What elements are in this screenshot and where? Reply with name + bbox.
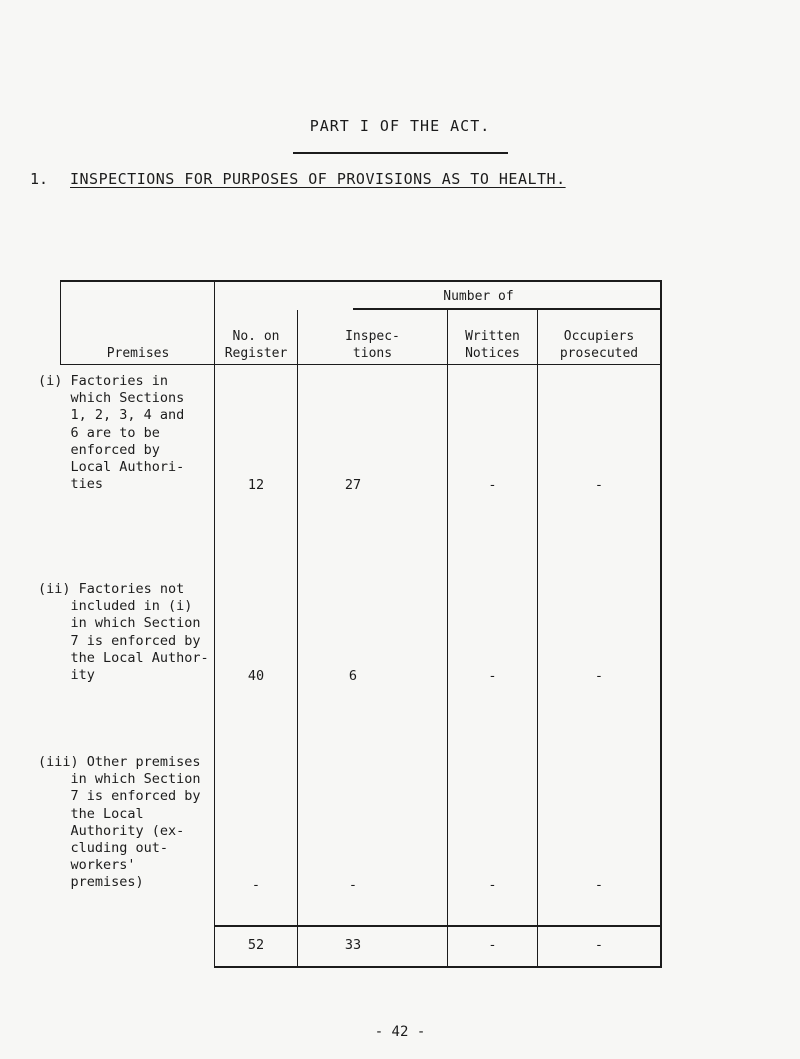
row-1-notices: -	[488, 477, 497, 493]
row-3-prosecuted: -	[594, 877, 604, 893]
page-number: - 42 -	[374, 1024, 426, 1040]
total-inspections: 33	[344, 937, 362, 953]
section-title: INSPECTIONS FOR PURPOSES OF PROVISIONS AS TO HEALTH.	[70, 170, 566, 188]
col-divider-2	[297, 310, 298, 968]
total-register: 52	[247, 937, 265, 953]
inspections-table	[38, 280, 662, 968]
col-divider-3	[447, 310, 448, 968]
row-3-inspections: -	[348, 877, 358, 893]
row-3-register: -	[251, 877, 261, 893]
header-bottom-border	[60, 364, 662, 365]
table-bottom-border	[214, 966, 662, 968]
header-no-on-register: No. on Register	[224, 329, 288, 361]
group-header-rule	[353, 308, 662, 310]
row-2-register: 40	[247, 668, 265, 684]
total-notices: -	[488, 937, 497, 953]
totals-top-border	[214, 925, 662, 927]
row-1-premises: (i) Factories in which Sections 1, 2, 3, 4 and 6 are to be enforced by Local Authori- ties	[38, 373, 185, 493]
row-3-premises: (iii) Other premises in which Section 7 is enforced by the Local Authority (ex- cluding out- workers' premises)	[38, 754, 201, 891]
row-2-prosecuted: -	[594, 668, 604, 684]
header-premises: Premises	[106, 346, 170, 361]
left-header-border	[60, 280, 61, 365]
col-divider-4	[537, 310, 538, 968]
header-written-notices: Written Notices	[465, 329, 520, 361]
total-prosecuted: -	[594, 937, 604, 953]
title-underline	[293, 152, 508, 154]
right-border	[660, 280, 662, 968]
row-3-notices: -	[488, 877, 497, 893]
col-divider-1	[214, 280, 215, 968]
header-occupiers-prosecuted: Occupiers prosecuted	[559, 329, 639, 361]
header-inspections: Inspec- tions	[345, 329, 400, 361]
section-number: 1.	[30, 170, 49, 188]
row-2-notices: -	[488, 668, 497, 684]
row-1-prosecuted: -	[594, 477, 604, 493]
table-top-border	[60, 280, 662, 282]
header-number-of: Number of	[443, 289, 514, 304]
part-title: PART I OF THE ACT.	[309, 117, 491, 135]
row-2-inspections: 6	[348, 668, 358, 684]
row-2-premises: (ii) Factories not included in (i) in which Section 7 is enforced by the Local Author- ity	[38, 581, 209, 684]
row-1-register: 12	[247, 477, 265, 493]
row-1-inspections: 27	[344, 477, 362, 493]
